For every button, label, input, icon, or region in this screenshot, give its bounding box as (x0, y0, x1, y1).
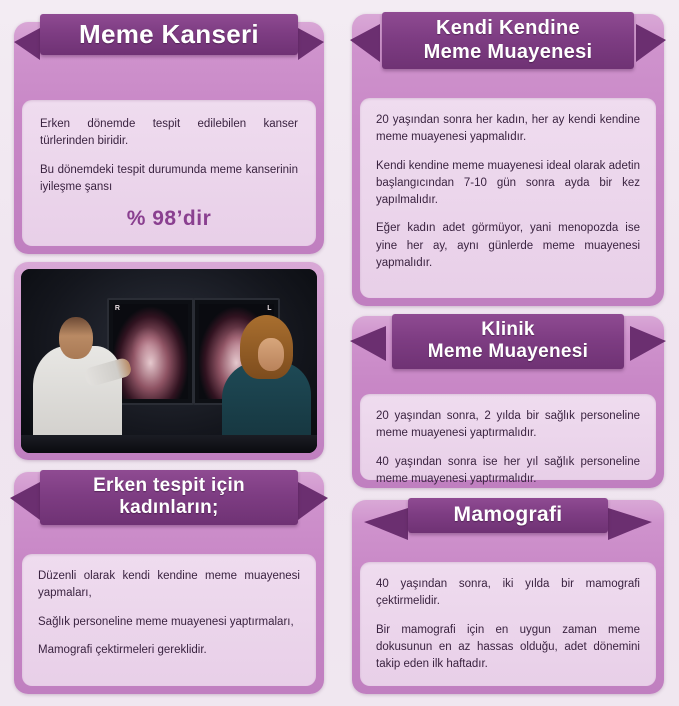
paragraph: Erken dönemde tespit edilebilen kanser türlerinden biridir. (40, 118, 298, 148)
card-klinik-meme-muayenesi (352, 316, 664, 488)
card-meme-kanseri (14, 19, 324, 254)
desk-surface (21, 435, 317, 453)
card-body-erken-tespit (22, 554, 316, 686)
screen-label-right: L (267, 305, 272, 313)
card-title-mamografi (408, 498, 608, 533)
paragraph: Sağlık personeline meme muayenesi yaptırmaları, (38, 615, 294, 628)
paragraph: Bu dönemdeki tespit durumunda meme kanserinin iyileşme şansı (40, 163, 298, 193)
highlight-percentage: % 98’dir (126, 207, 212, 230)
paragraph: Eğer kadın adet görmüyor, yani menopozda ise yine her ay, aynı günlerde meme muayenesi yapmalıdır. (376, 222, 640, 269)
card-title-meme-kanseri (40, 14, 298, 55)
paragraph: 40 yaşından sonra, iki yılda bir mamografi çektirmelidir. (376, 578, 640, 608)
ribbon-wing-left-icon (10, 482, 40, 520)
patient-figure-icon (222, 306, 311, 453)
card-title-text: Mamografi (453, 503, 563, 526)
doctor-head (59, 317, 93, 359)
card-title-line-2: kadınların; (119, 497, 219, 519)
paragraph: Düzenli olarak kendi kendine meme muayenesi yapmaları, (38, 570, 300, 600)
screen-label-left: R (114, 305, 120, 313)
ribbon-wing-left-icon (364, 508, 408, 540)
card-body-kendi-kendine (360, 98, 656, 298)
card-title-line-1: Klinik (481, 319, 535, 340)
paragraph: Kendi kendine meme muayenesi ideal olarak adetin başlangıcından 7-10 gün sonra ayda bir kez yapılmalıdır. (376, 159, 640, 206)
card-title-erken-tespit (40, 470, 298, 525)
ribbon-wing-left-icon (350, 24, 380, 62)
card-body-mamografi (360, 562, 656, 686)
card-erken-tespit (14, 472, 324, 694)
card-title-klinik (392, 314, 624, 369)
paragraph: 20 yaşından sonra, 2 yılda bir sağlık personeline meme muayenesi yaptırmalıdır. (376, 410, 640, 440)
ribbon-wing-right-icon (298, 482, 328, 520)
photo-mammogram-consultation (21, 269, 317, 453)
card-mamografi (352, 500, 664, 694)
mammogram-image-icon (113, 304, 188, 399)
card-title-text: Meme Kanseri (79, 19, 259, 49)
ribbon-wing-right-icon (636, 24, 666, 62)
paragraph: 20 yaşından sonra her kadın, her ay kendi kendine meme muayenesi yapmalıdır. (376, 114, 640, 144)
card-title-kendi-kendine (382, 12, 634, 69)
card-kendi-kendine-meme-muayenesi (352, 14, 664, 306)
paragraph: Mamografi çektirmeleri gereklidir. (38, 643, 207, 656)
ribbon-wing-right-icon (608, 508, 652, 540)
card-body-klinik (360, 394, 656, 485)
ribbon-wing-left-icon (350, 326, 386, 361)
ribbon-wing-right-icon (298, 28, 324, 60)
card-title-line-2: Meme Muayenesi (423, 40, 593, 63)
paragraph: 40 yaşından sonra ise her yıl sağlık personeline meme muayenesi yaptırmalıdır. (376, 455, 640, 485)
doctor-figure-icon (33, 291, 122, 453)
ribbon-wing-right-icon (630, 326, 666, 361)
card-title-line-1: Erken tespit için (93, 475, 245, 496)
card-title-line-1: Kendi Kendine (436, 17, 580, 39)
card-title-line-2: Meme Muayenesi (427, 341, 589, 363)
paragraph: Bir mamografi için en uygun zaman meme dokusunun en az hassas olduğu, adet dönemini takip eden ilk haftadır. (376, 623, 640, 670)
patient-face (258, 338, 285, 370)
card-body-meme-kanseri (22, 100, 316, 246)
photo-frame (14, 262, 324, 460)
ribbon-wing-left-icon (14, 28, 40, 60)
